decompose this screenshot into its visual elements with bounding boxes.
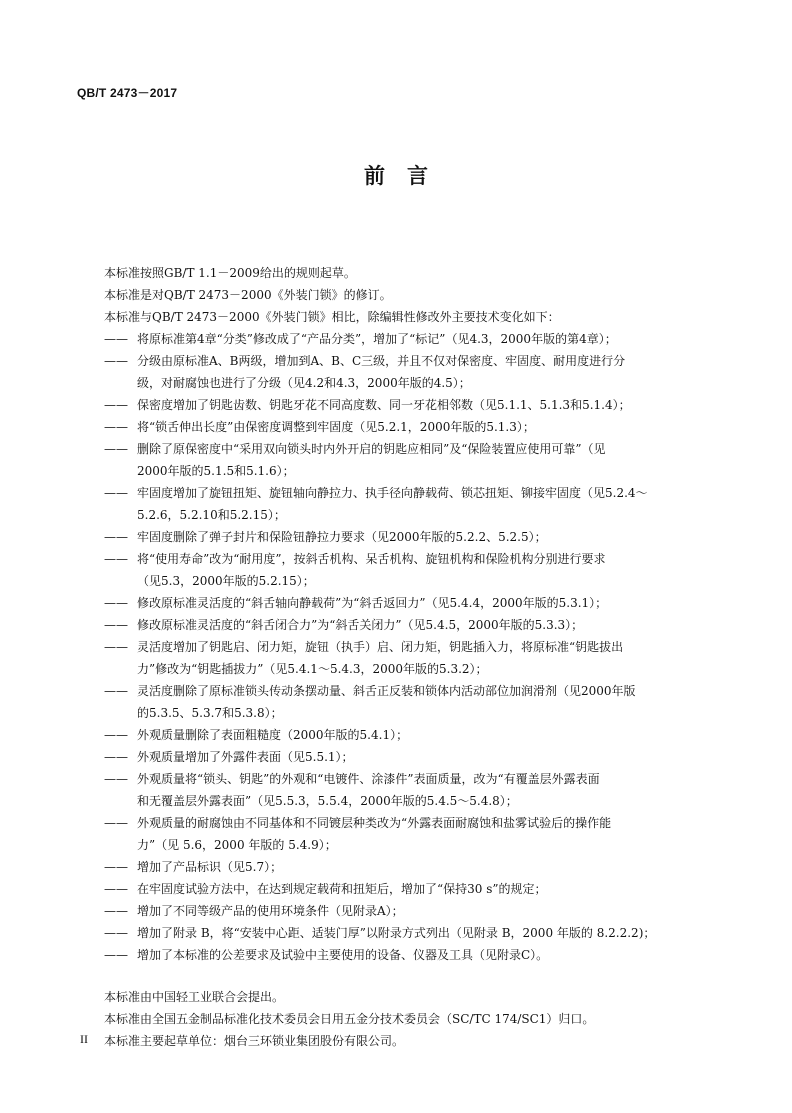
change-item-text: 外观质量的耐腐蚀由不同基体和不同镀层种类改为“外露表面耐腐蚀和盐雾试验后的操作能 — [137, 816, 612, 830]
change-item-text: 5.2.6，5.2.10和5.2.15）； — [137, 508, 286, 522]
change-item — [104, 416, 716, 438]
dash-marker: —— — [104, 618, 128, 632]
changes-list — [104, 328, 716, 966]
change-item-text: 修改原标准灵活度的“斜舌闭合力”为“斜舌关闭力”（见5.4.5，2000年版的5.3.3）； — [137, 618, 584, 632]
intro-paragraph: 本标准与QB/T 2473－2000《外装门锁》相比，除编辑性修改外主要技术变化如下： — [104, 310, 560, 324]
dash-marker: —— — [104, 486, 128, 500]
change-item-text: 将“锁舌伸出长度”由保密度调整到牢固度（见5.2.1，2000年版的5.1.3）； — [137, 420, 535, 434]
change-item-text: 和无覆盖层外露表面”（见5.5.3，5.5.4，2000年版的5.4.5～5.4.8）； — [137, 794, 518, 808]
change-item-text: 增加了附录 B，将“安装中心距、适装门厚”以附录方式列出（见附录 B，2000 年版的 8.2.2.2)； — [137, 926, 656, 940]
change-item-text: 2000年版的5.1.5和5.1.6）； — [137, 464, 295, 478]
document-body — [104, 262, 716, 1052]
change-item — [104, 328, 716, 350]
change-item — [104, 900, 716, 922]
change-item — [104, 944, 716, 966]
dash-marker: —— — [104, 860, 128, 874]
dash-marker: —— — [104, 750, 128, 764]
intro-paragraph: 本标准按照GB/T 1.1－2009给出的规则起草。 — [104, 266, 356, 280]
change-item-text: 力”（见 5.6，2000 年版的 5.4.9）； — [137, 838, 337, 852]
intro-paragraph: 本标准是对QB/T 2473－2000《外装门锁》的修订。 — [104, 288, 392, 302]
dash-marker: —— — [104, 354, 128, 368]
change-item-text: 将原标准第4章“分类”修改成了“产品分类”，增加了“标记”（见4.3，2000年版的第4章）； — [137, 332, 617, 346]
change-item — [104, 350, 716, 394]
change-item — [104, 680, 716, 724]
page-title: 前言 — [364, 163, 450, 188]
change-item-text: 增加了不同等级产品的使用环境条件（见附录A）； — [137, 904, 404, 918]
dash-marker: —— — [104, 596, 128, 610]
change-item — [104, 636, 716, 680]
closing-paragraph: 本标准由全国五金制品标准化技术委员会日用五金分技术委员会（SC/TC 174/SC1）归口。 — [104, 1012, 595, 1026]
change-item — [104, 438, 716, 482]
change-item-text: 的5.3.5、5.3.7和5.3.8）； — [137, 706, 283, 720]
change-item-text: 灵活度删除了原标准锁头传动条摆动量、斜舌正反装和锁体内活动部位加润滑剂（见2000年版 — [137, 684, 636, 698]
dash-marker: —— — [104, 552, 128, 566]
change-item — [104, 482, 716, 526]
change-item-text: 保密度增加了钥匙齿数、钥匙牙花不同高度数、同一牙花相邻数（见5.1.1、5.1.3和5.1.4）； — [137, 398, 631, 412]
change-item — [104, 768, 716, 812]
change-item — [104, 394, 716, 416]
change-item-text: 外观质量删除了表面粗糙度（2000年版的5.4.1）； — [137, 728, 409, 742]
dash-marker: —— — [104, 640, 128, 654]
dash-marker: —— — [104, 332, 128, 346]
change-item — [104, 592, 716, 614]
change-item — [104, 856, 716, 878]
change-item-text: 删除了原保密度中“采用双向锁头时内外开启的钥匙应相同”及“保险装置应使用可靠”（见 — [137, 442, 606, 456]
change-item-text: （见5.3，2000年版的5.2.15）； — [137, 574, 315, 588]
closing-paragraph: 本标准由中国轻工业联合会提出。 — [104, 990, 285, 1004]
change-item-text: 增加了本标准的公差要求及试验中主要使用的设备、仪器及工具（见附录C）。 — [137, 948, 549, 962]
dash-marker: —— — [104, 926, 128, 940]
dash-marker: —— — [104, 772, 128, 786]
change-item-text: 牢固度删除了弹子封片和保险钮静拉力要求（见2000年版的5.2.2、5.2.5）； — [137, 530, 547, 544]
change-item-text: 修改原标准灵活度的“斜舌轴向静载荷”为“斜舌返回力”（见5.4.4，2000年版的5.3.1）； — [137, 596, 608, 610]
change-item-text: 在牢固度试验方法中，在达到规定载荷和扭矩后，增加了“保持30 s”的规定； — [137, 882, 547, 896]
change-item-text: 灵活度增加了钥匙启、闭力矩，旋钮（执手）启、闭力矩，钥匙插入力，将原标准“钥匙拔出 — [137, 640, 624, 654]
dash-marker: —— — [104, 904, 128, 918]
change-item-text: 分级由原标准A、B两级，增加到A、B、C三级，并且不仅对保密度、牢固度、耐用度进行分 — [137, 354, 626, 368]
change-item-text: 外观质量增加了外露件表面（见5.5.1）； — [137, 750, 354, 764]
change-item-text: 牢固度增加了旋钮扭矩、旋钮轴向静拉力、执手径向静载荷、锁芯扭矩、铆接牢固度（见5.2.4～ — [137, 486, 648, 500]
change-item-text: 增加了产品标识（见5.7）； — [137, 860, 283, 874]
change-item — [104, 548, 716, 592]
dash-marker: —— — [104, 398, 128, 412]
dash-marker: —— — [104, 948, 128, 962]
dash-marker: —— — [104, 816, 128, 830]
change-item-text: 力”修改为“钥匙插拔力”（见5.4.1～5.4.3，2000年版的5.3.2）； — [137, 662, 488, 676]
page-number: II — [80, 1032, 88, 1046]
dash-marker: —— — [104, 882, 128, 896]
dash-marker: —— — [104, 442, 128, 456]
change-item — [104, 812, 716, 856]
dash-marker: —— — [104, 530, 128, 544]
closing-paragraph: 本标准主要起草单位：烟台三环锁业集团股份有限公司。 — [104, 1034, 405, 1048]
change-item — [104, 922, 716, 944]
dash-marker: —— — [104, 728, 128, 742]
change-item-text: 外观质量将“锁头、钥匙”的外观和“电镀件、涂漆件”表面质量，改为“有覆盖层外露表面 — [137, 772, 600, 786]
change-item — [104, 614, 716, 636]
change-item — [104, 746, 716, 768]
dash-marker: —— — [104, 420, 128, 434]
change-item — [104, 878, 716, 900]
change-item — [104, 724, 716, 746]
dash-marker: —— — [104, 684, 128, 698]
change-item-text: 级，对耐腐蚀也进行了分级（见4.2和4.3，2000年版的4.5）； — [137, 376, 471, 390]
change-item — [104, 526, 716, 548]
standard-code-header: QB/T 2473－2017 — [77, 86, 178, 100]
change-item-text: 将“使用寿命”改为“耐用度”，按斜舌机构、呆舌机构、旋钮机构和保险机构分别进行要求 — [137, 552, 606, 566]
